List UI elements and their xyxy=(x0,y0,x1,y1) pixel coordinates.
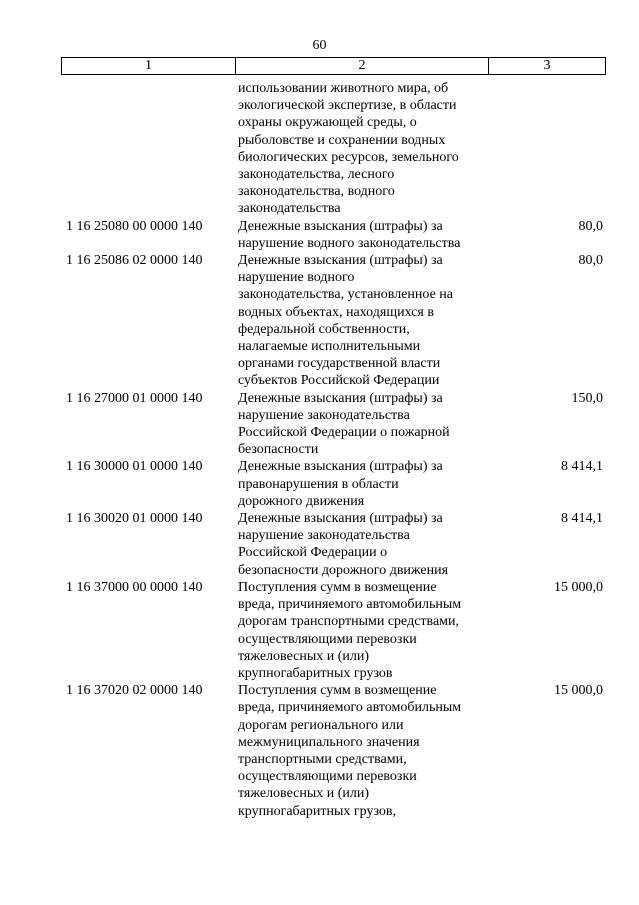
row-description: Поступления сумм в возмещение вреда, причиняемого автомобильным дорогам регионального или межмуниципального значения транспортными средствами, осуществляющими перевозки тяжеловесных и (или) крупногабаритных грузов, xyxy=(238,683,462,819)
row-amount: 15 000,0 xyxy=(554,579,603,595)
row-code: 1 16 37020 02 0000 140 xyxy=(66,683,203,699)
row-amount: 8 414,1 xyxy=(561,459,603,475)
column-header-1: 1 xyxy=(62,58,236,74)
table-row xyxy=(61,390,606,459)
table-row xyxy=(61,579,606,682)
column-header-3: 3 xyxy=(543,58,551,73)
continuation-text: использовании животного мира, об экологической экспертизе, в области охраны окружающей среды, о рыболовстве и сохранении водных биологических ресурсов, земельного законодательства, лесного законодательства, водного законодательства xyxy=(238,81,459,217)
row-amount: 150,0 xyxy=(571,390,603,406)
table-body xyxy=(61,80,606,820)
row-code: 1 16 30000 01 0000 140 xyxy=(66,459,203,475)
row-amount: 80,0 xyxy=(578,218,603,234)
continuation-row xyxy=(61,80,606,218)
column-header-2: 2 xyxy=(236,58,489,74)
table-row xyxy=(61,252,606,390)
row-code: 1 16 30020 01 0000 140 xyxy=(66,511,203,527)
page-number: 60 xyxy=(312,38,327,53)
row-code: 1 16 27000 01 0000 140 xyxy=(66,390,203,406)
row-description: Денежные взыскания (штрафы) за нарушение водного законодательства, установленное на водных объектах, находящихся в федеральной собственности, налагаемые исполнительными органами государственной власти субъектов Российской Федерации xyxy=(238,253,453,389)
row-description: Поступления сумм в возмещение вреда, причиняемого автомобильным дорогам транспортными средствами, осуществляющими перевозки тяжеловесных и (или) крупногабаритных грузов xyxy=(238,579,462,681)
row-code: 1 16 37000 00 0000 140 xyxy=(66,579,203,595)
table-row xyxy=(61,682,606,820)
row-description: Денежные взыскания (штрафы) за нарушение водного законодательства xyxy=(238,218,461,251)
row-amount: 80,0 xyxy=(578,253,603,269)
row-amount: 15 000,0 xyxy=(554,683,603,699)
row-code: 1 16 25086 02 0000 140 xyxy=(66,253,203,269)
table-row xyxy=(61,510,606,579)
row-description: Денежные взыскания (штрафы) за правонарушения в области дорожного движения xyxy=(238,459,443,509)
table-row xyxy=(61,458,606,510)
table-header xyxy=(61,57,606,75)
row-description: Денежные взыскания (штрафы) за нарушение законодательства Российской Федерации о безопасности дорожного движения xyxy=(238,511,449,578)
row-amount: 8 414,1 xyxy=(561,511,603,527)
row-description: Денежные взыскания (штрафы) за нарушение законодательства Российской Федерации о пожарной безопасности xyxy=(238,390,450,458)
table-row xyxy=(61,218,606,252)
row-code: 1 16 25080 00 0000 140 xyxy=(66,218,203,234)
